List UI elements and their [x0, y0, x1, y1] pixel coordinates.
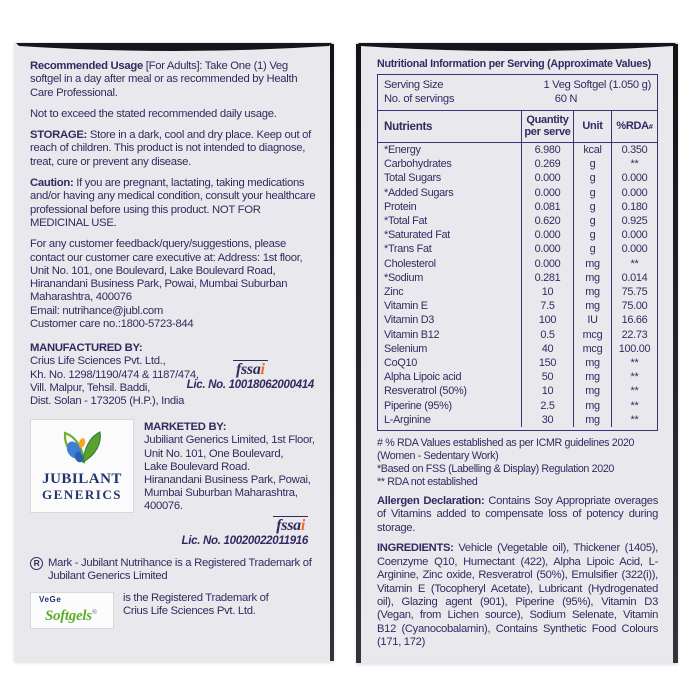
- fssai-wordmark: [273, 516, 308, 534]
- nutrient-rda: 0.925: [611, 214, 657, 228]
- recommended-usage-text: [30, 60, 318, 100]
- fssai-i-glyph: i: [300, 516, 305, 534]
- nutrient-rda: **: [611, 356, 657, 370]
- left-box-panel: [14, 42, 334, 661]
- quantity-header-text: [524, 115, 570, 138]
- nutrient-quantity: 100: [521, 313, 573, 327]
- nutrient-name: Total Sugars: [384, 172, 441, 185]
- nutrient-name: Vitamin E: [384, 300, 428, 313]
- customer-phone: Customer care no.:1800-5723-844: [30, 317, 194, 330]
- storage-body: Store in a dark, cool and dry place. Keep out of reach of children. This product is not intended to diagnose, treat, cure or prevent any disease.: [30, 129, 311, 168]
- caution-text: [30, 177, 318, 230]
- nutrient-rda: 16.66: [611, 313, 657, 327]
- nutrient-name: *Added Sugars: [384, 186, 454, 199]
- column-header-rda: %RDA #: [611, 111, 657, 142]
- nutrient-rda: 0.014: [611, 271, 657, 285]
- footnote-line: (Women - Sedentary Work): [377, 450, 499, 463]
- nutrient-rda: 75.75: [611, 285, 657, 299]
- nutrient-unit: mg: [573, 285, 611, 299]
- butterfly-leaf-icon: [53, 430, 111, 472]
- nutrient-unit: g: [573, 171, 611, 185]
- nutrient-quantity: 0.000: [521, 186, 573, 200]
- nutrient-rda: 0.350: [611, 143, 657, 157]
- storage-text: [30, 129, 318, 169]
- nutrient-rda: 75.00: [611, 299, 657, 313]
- nutrient-rda: **: [611, 384, 657, 398]
- nutrient-rda: 0.000: [611, 228, 657, 242]
- manufactured-by-label: MANUFACTURED BY:: [30, 342, 143, 355]
- column-header-quantity: [521, 111, 573, 142]
- vege-trademark-line: Crius Life Sciences Pvt. Ltd.: [123, 605, 256, 618]
- left-panel-content: [14, 42, 334, 661]
- vege-trademark-text: [123, 592, 268, 618]
- registered-mark-text: Mark - Jubilant Nutrihance is a Registered Trademark of Jubilant Generics Limited: [48, 556, 312, 582]
- softgels-text: Softgels: [45, 608, 92, 624]
- nutrient-rda: **: [611, 399, 657, 413]
- nutrient-unit: mg: [573, 257, 611, 271]
- nutrient-unit: mg: [573, 370, 611, 384]
- nutrient-rda: 0.000: [611, 186, 657, 200]
- nutrient-unit: g: [573, 214, 611, 228]
- jubilant-wordmark: JUBILANT: [42, 471, 122, 488]
- nutrient-name: *Energy: [384, 144, 421, 156]
- manufacturer-line: Crius Life Sciences Pvt. Ltd.,: [30, 355, 166, 368]
- nutrient-name: Cholesterol: [384, 257, 436, 270]
- nutrient-name: *Total Fat: [384, 215, 428, 228]
- fssai-license-number: Lic. No. 10020022011916: [181, 534, 308, 547]
- vege-softgels-row: [30, 592, 318, 629]
- manufacturer-line: Kh. No. 1298/1190/474 & 1187/474,: [30, 368, 199, 381]
- vege-softgels-logo: [30, 592, 114, 629]
- rda-header-text: %RDA: [616, 119, 649, 132]
- footnote-line: *Based on FSS (Labelling & Display) Regulation 2020: [377, 463, 615, 476]
- servings-count-value: 60 N: [554, 93, 578, 105]
- fssai-text: fssa: [235, 361, 261, 379]
- footnote-line: ** RDA not established: [377, 476, 478, 489]
- nutrient-unit: mg: [573, 384, 611, 398]
- nutrient-quantity: 0.620: [521, 214, 573, 228]
- nutrient-name: Protein: [384, 200, 417, 213]
- nutrient-rda: **: [611, 413, 657, 427]
- footnote-line: # % RDA Values established as per ICMR guidelines 2020: [377, 437, 635, 450]
- fssai-license-number: Lic. No. 10018062000414: [186, 379, 314, 392]
- nutrient-quantity: 0.000: [521, 228, 573, 242]
- nutrient-quantity: 2.5: [521, 399, 573, 413]
- fssai-text: fssa: [276, 516, 301, 534]
- nutrient-rda: 0.000: [611, 171, 657, 185]
- fssai-logo: [187, 360, 314, 392]
- servings-count-label: No. of servings: [384, 93, 455, 105]
- nutrient-unit: mg: [573, 413, 611, 427]
- nutrient-name: Zinc: [384, 286, 404, 299]
- nutrition-table-title: Nutritional Information per Serving (Approximate Values): [377, 58, 651, 70]
- nutrient-quantity: 0.000: [521, 242, 573, 256]
- marketed-by-row: [30, 419, 318, 513]
- nutrient-quantity: 0.000: [521, 257, 573, 271]
- nutrient-quantity: 10: [521, 285, 573, 299]
- nutrient-rda: **: [611, 370, 657, 384]
- storage-label: STORAGE:: [30, 129, 88, 142]
- fssai-logo: [30, 516, 318, 548]
- nutrient-quantity: 50: [521, 370, 573, 384]
- nutrient-unit: IU: [573, 313, 611, 327]
- registered-r-icon: R: [30, 557, 43, 570]
- nutrient-unit: kcal: [573, 143, 611, 157]
- nutrient-quantity: 10: [521, 384, 573, 398]
- marketer-line: Lake Boulevard Road.: [144, 460, 250, 473]
- manufacturer-line: Vill. Malpur, Tehsil. Baddi,: [30, 381, 150, 394]
- nutrition-table-header: [378, 111, 657, 143]
- nutrient-quantity: 0.281: [521, 271, 573, 285]
- nutrient-unit: g: [573, 186, 611, 200]
- nutrient-quantity: 6.980: [521, 143, 573, 157]
- marketer-line: Jubiliant Generics Limited, 1st Floor,: [144, 434, 315, 447]
- nutrient-name: *Saturated Fat: [384, 229, 451, 242]
- customer-care-text: For any customer feedback/query/suggestions, please contact our customer care executive at: Address: 1st floor, Unit No. 101, one Boulevard, Lake Boulevard Road, Hiranandani Business Park, Powai, Mumbai Suburban Maharashtra, 400076: [30, 238, 303, 304]
- vege-wordmark: VeGe: [39, 595, 62, 604]
- nutrient-unit: mcg: [573, 328, 611, 342]
- jubilant-generics-logo: [30, 419, 134, 513]
- customer-care-block: [30, 238, 318, 331]
- fssai-i-glyph: i: [260, 361, 265, 379]
- fssai-wordmark: [233, 360, 268, 378]
- marketer-line: Hiranandani Business Park, Powai,: [144, 473, 311, 486]
- nutrient-unit: mg: [573, 356, 611, 370]
- nutrient-quantity: 7.5: [521, 299, 573, 313]
- recommended-usage-label: Recommended Usage: [30, 60, 143, 72]
- serving-size-label: Serving Size: [384, 79, 444, 91]
- nutrition-table: [377, 74, 658, 431]
- nutrient-name: Piperine (95%): [384, 399, 452, 412]
- nutrient-name: Carbohydrates: [384, 158, 452, 171]
- marketed-by-label: MARKETED BY:: [144, 421, 227, 434]
- nutrient-rda: 100.00: [611, 342, 657, 356]
- nutrient-unit: g: [573, 242, 611, 256]
- nutrient-name: CoQ10: [384, 357, 418, 370]
- caution-label: Caution:: [30, 177, 74, 190]
- registered-mark-note: [30, 557, 318, 583]
- marketer-line: Unit No. 101, One Boulevard,: [144, 447, 284, 460]
- table-footnotes: [377, 437, 658, 489]
- column-header-nutrients: Nutrients: [384, 119, 433, 133]
- nutrient-name: *Trans Fat: [384, 243, 432, 256]
- nutrient-rda: 22.73: [611, 328, 657, 342]
- marketer-line: Mumbai Suburban Maharashtra, 400076.: [144, 487, 298, 513]
- ingredients-text: [377, 542, 658, 649]
- manufacturer-line: Dist. Solan - 173205 (H.P.), India: [30, 394, 185, 407]
- nutrient-quantity: 40: [521, 342, 573, 356]
- right-panel-content: [356, 42, 678, 663]
- allergen-declaration: [377, 495, 658, 535]
- nutrients-table-body: [378, 143, 657, 430]
- nutrient-unit: g: [573, 200, 611, 214]
- nutrient-name: *Sodium: [384, 271, 424, 284]
- nutrient-rda: **: [611, 157, 657, 171]
- ingredients-label: INGREDIENTS:: [377, 542, 454, 555]
- vege-trademark-line: is the Registered Trademark of: [123, 592, 269, 604]
- nutrient-rda: 0.000: [611, 242, 657, 256]
- nutrient-quantity: 30: [521, 413, 573, 427]
- nutrient-name: Alpha Lipoic acid: [384, 371, 462, 384]
- nutrient-name: L-Arginine: [384, 413, 431, 426]
- recommended-usage-body: [For Adults]: Take One (1) Veg softgel in a day after meal or as recommended by Health Care Professional.: [30, 60, 298, 99]
- right-box-panel: [356, 42, 678, 663]
- ingredients-body: Vehicle (Vegetable oil), Thickener (1405), Coenzyme Q10, Humectant (422), Alpha Lipoic Acid, L-Arginine, Zinc oxide, Resveratrol (50%), Emulsifier (322(i)), Vitamin E (Tocopheryl Acetate), Lubricant (Hydrogenated oil), Glazing agent (901), Piperine (95%), Vitamin D3 (Vegan, from Lichen source), Sodium Selenate, Vitamin B12 (Cyanocobalamin), Contains Synthetic Food Colours (171, 172): [377, 542, 658, 649]
- daily-usage-note: Not to exceed the stated recommended daily usage.: [30, 107, 277, 120]
- generics-wordmark: GENERICS: [42, 487, 122, 503]
- caution-body: If you are pregnant, lactating, taking medications and/or having any medical condition, consult your healthcare professional before using this product. NOT FOR MEDICINAL USE.: [30, 177, 316, 229]
- allergen-label: Allergen Declaration:: [377, 495, 485, 508]
- nutrient-unit: g: [573, 228, 611, 242]
- manufactured-by-block: [30, 342, 318, 408]
- nutrient-quantity: 150: [521, 356, 573, 370]
- nutrient-unit: g: [573, 157, 611, 171]
- allergen-body: Contains Soy Appropriate overages of Vitamins added to compensate loss of potency during storage.: [377, 495, 658, 534]
- customer-email: Email: nutrihance@jubl.com: [30, 304, 164, 317]
- serving-info-section: [378, 75, 657, 111]
- softgels-wordmark: [45, 604, 107, 624]
- jubilant-logo-text: [42, 472, 122, 502]
- serving-size-value: 1 Veg Softgel (1.050 g): [543, 79, 651, 91]
- quantity-line2: per serve: [524, 125, 571, 138]
- nutrient-quantity: 0.081: [521, 200, 573, 214]
- nutrient-name: Vitamin B12: [384, 328, 440, 341]
- nutrient-unit: mg: [573, 271, 611, 285]
- marketed-by-block: [144, 419, 318, 513]
- registered-symbol: ®: [91, 608, 97, 616]
- nutrient-unit: mcg: [573, 342, 611, 356]
- nutrient-unit: mg: [573, 299, 611, 313]
- nutrient-quantity: 0.000: [521, 171, 573, 185]
- nutrient-quantity: 0.269: [521, 157, 573, 171]
- nutrient-quantity: 0.5: [521, 328, 573, 342]
- quantity-line1: Quantity: [526, 114, 569, 126]
- column-header-unit: Unit: [573, 111, 611, 142]
- nutrient-unit: mg: [573, 399, 611, 413]
- nutrient-rda: 0.180: [611, 200, 657, 214]
- nutrient-name: Resveratrol (50%): [384, 385, 467, 398]
- nutrient-name: Vitamin D3: [384, 314, 435, 327]
- nutrient-name: Selenium: [384, 342, 428, 355]
- nutrient-rda: **: [611, 257, 657, 271]
